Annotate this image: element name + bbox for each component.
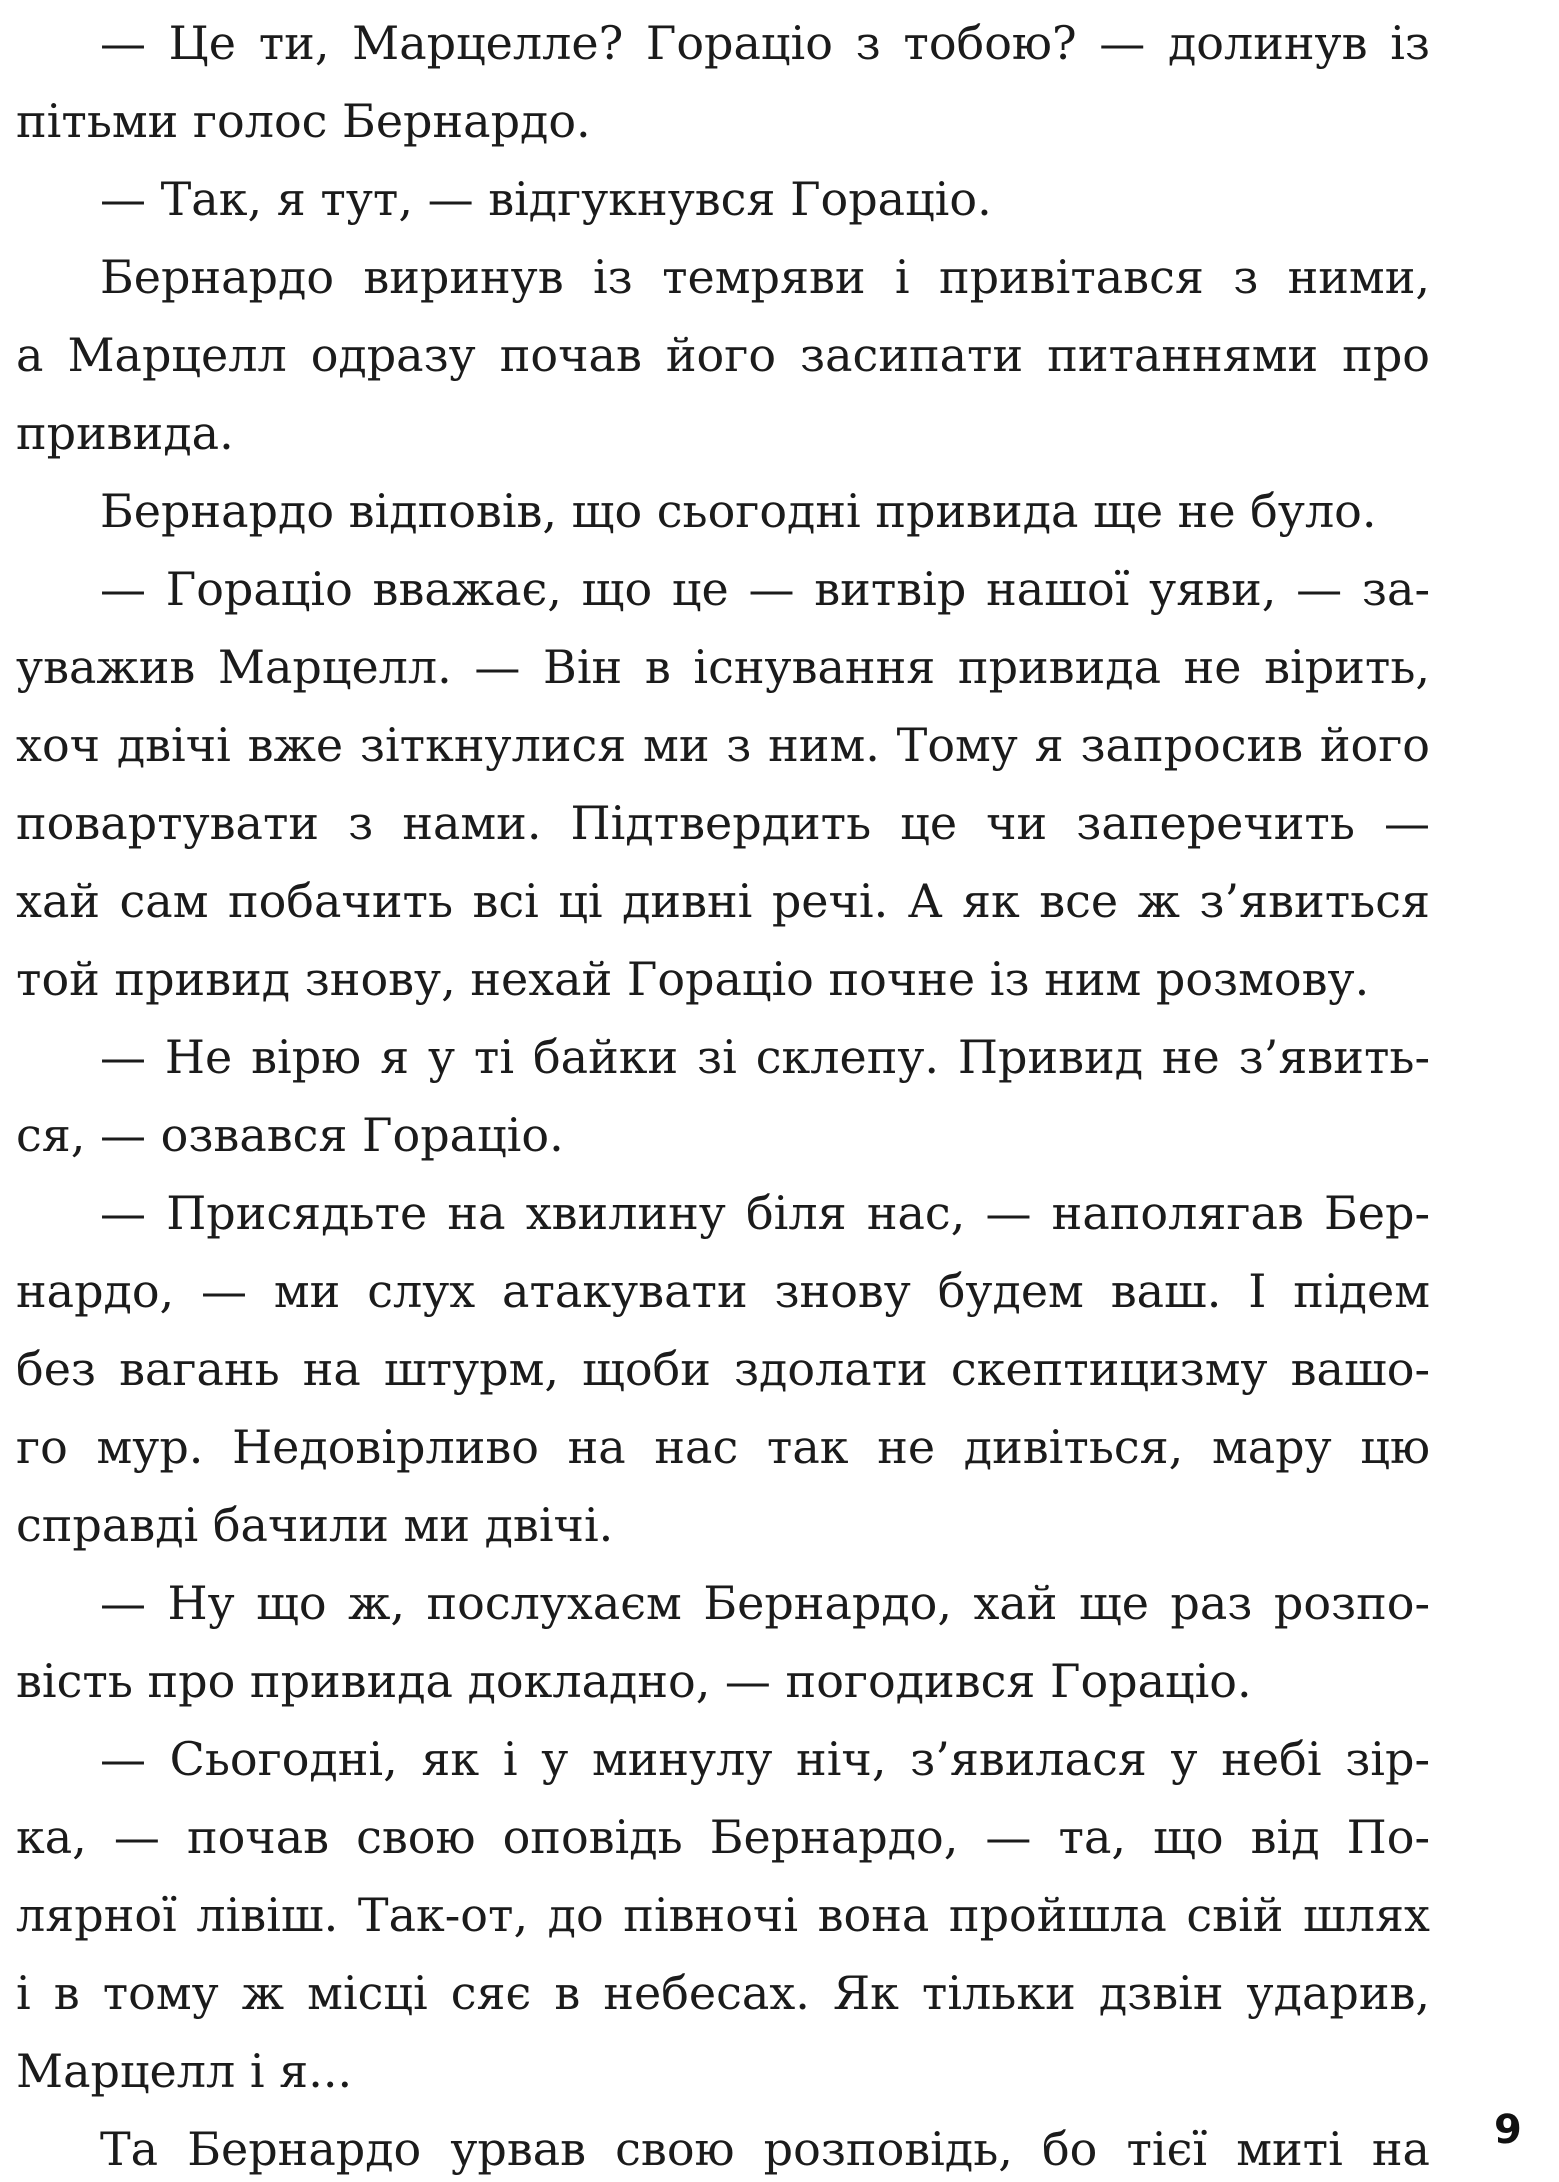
text-line: хоч двічі вже зіткнулися ми з ним. Тому я запросив його: [16, 718, 1430, 772]
text-line: хай сам побачить всі ці дивні речі. А як все ж з’явиться: [16, 874, 1430, 928]
text-line: а Марцелл одразу почав його засипати питаннями про: [16, 328, 1430, 382]
text-line: — Не вірю я у ті байки зі склепу. Привид не з’явить-: [100, 1030, 1430, 1084]
text-line: справді бачили ми двічі.: [16, 1498, 614, 1552]
text-line: Бернардо відповів, що сьогодні привида ще не було.: [100, 484, 1377, 538]
text-line: — Це ти, Марцелле? Гораціо з тобою? — долинув із: [100, 16, 1430, 70]
text-line: вість про привида докладно, — погодився Гораціо.: [16, 1654, 1252, 1708]
text-line: привида.: [16, 406, 234, 460]
text-line: — Ну що ж, послухаєм Бернардо, хай ще раз розпо-: [100, 1576, 1430, 1630]
text-line: пітьми голос Бернардо.: [16, 94, 591, 148]
text-line: лярної лівіш. Так-от, до півночі вона пройшла свій шлях: [16, 1888, 1430, 1942]
text-line: го мур. Недовірливо на нас так не дивіться, мару цю: [16, 1420, 1430, 1474]
text-line: Марцелл і я...: [16, 2044, 353, 2098]
text-line: Бернардо виринув із темряви і привітався з ними,: [100, 250, 1430, 304]
text-line: без вагань на штурм, щоби здолати скептицизму вашо-: [16, 1342, 1430, 1396]
text-line: — Гораціо вважає, що це — витвір нашої уяви, — за-: [100, 562, 1430, 616]
text-line: ся, — озвався Гораціо.: [16, 1108, 564, 1162]
text-line: ка, — почав свою оповідь Бернардо, — та, що від По-: [16, 1810, 1430, 1864]
text-line: повартувати з нами. Підтвердить це чи заперечить —: [16, 796, 1430, 850]
text-line: уважив Марцелл. — Він в існування привида не вірить,: [16, 640, 1430, 694]
text-line: Та Бернардо урвав свою розповідь, бо тієї миті на: [100, 2122, 1430, 2176]
page-number: 9: [1494, 2107, 1522, 2153]
text-line: нардо, — ми слух атакувати знову будем ваш. І підем: [16, 1264, 1430, 1318]
text-line: — Сьогодні, як і у минулу ніч, з’явилася у небі зір-: [100, 1732, 1430, 1786]
text-line: той привид знову, нехай Гораціо почне із ним розмову.: [16, 952, 1370, 1006]
text-line: — Присядьте на хвилину біля нас, — наполягав Бер-: [100, 1186, 1430, 1240]
text-line: — Так, я тут, — відгукнувся Гораціо.: [100, 172, 992, 226]
text-line: і в тому ж місці сяє в небесах. Як тільки дзвін ударив,: [16, 1966, 1430, 2020]
